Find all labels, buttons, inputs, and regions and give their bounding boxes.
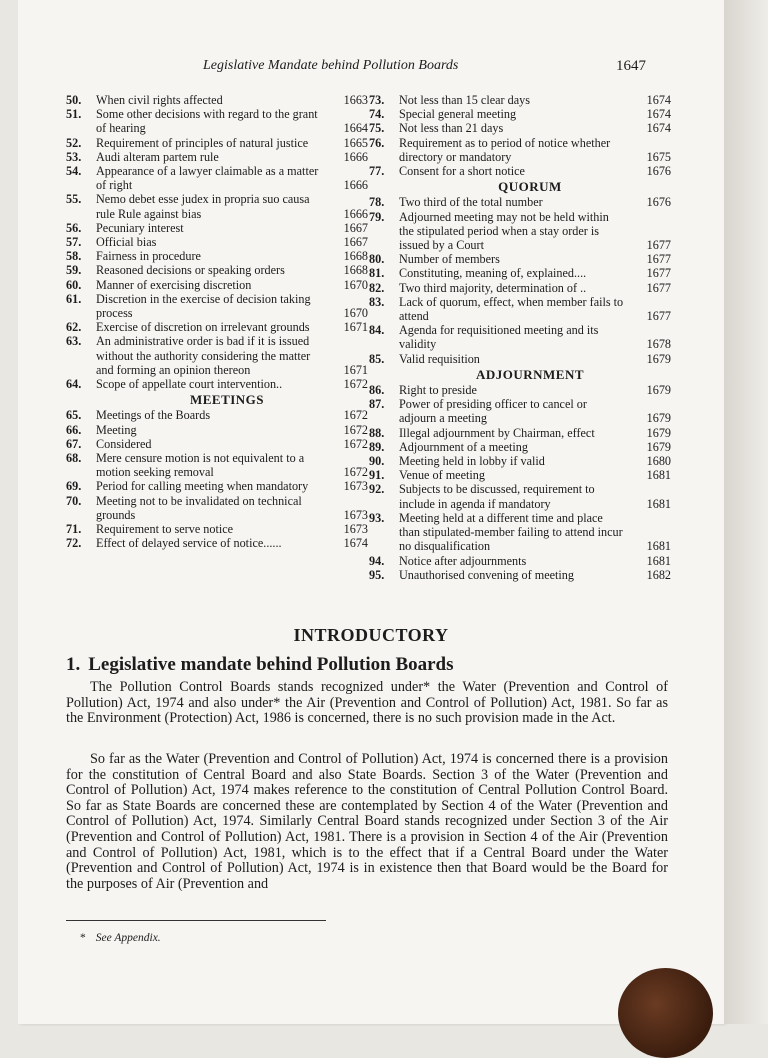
toc-entry-page: 1671 bbox=[343, 362, 368, 377]
toc-entry-title: Exercise of discretion on irrelevant grounds bbox=[96, 320, 310, 335]
toc-section-heading: QUORUM bbox=[498, 179, 562, 195]
toc-entry bbox=[369, 195, 671, 209]
toc-entry bbox=[66, 192, 368, 220]
toc-entry-page: 1674 bbox=[646, 107, 671, 122]
toc-entry-page: 1681 bbox=[646, 539, 671, 554]
toc-entry bbox=[369, 468, 671, 482]
running-title: Legislative Mandate behind Pollution Boards bbox=[203, 58, 459, 73]
toc-entry-page: 1677 bbox=[646, 280, 671, 295]
toc-entry bbox=[369, 440, 671, 454]
toc-entry-title: Not less than 21 days bbox=[399, 121, 504, 136]
toc-entry bbox=[66, 320, 368, 334]
toc-entry-number: 52. bbox=[66, 135, 82, 150]
toc-entry-title: Mere censure motion is not equivalent to a motion seeking removal bbox=[96, 451, 305, 480]
toc-entry-number: 93. bbox=[369, 510, 385, 525]
toc-entry-number: 78. bbox=[369, 195, 385, 210]
toc-entry-title: Nemo debet esse judex in propria suo causa rule Rule against bias bbox=[96, 192, 310, 221]
toc-entry-page: 1668 bbox=[343, 249, 368, 264]
thumb-image bbox=[618, 968, 713, 1058]
toc-entry-number: 88. bbox=[369, 425, 385, 440]
toc-entry-number: 54. bbox=[66, 164, 82, 179]
toc-entry-page: 1679 bbox=[646, 425, 671, 440]
toc-entry-title: Agenda for requisitioned meeting and its validity bbox=[399, 323, 599, 352]
toc-entry-title: Meeting not to be invalidated on technical grounds bbox=[96, 493, 302, 522]
toc-entry-title: Special general meeting bbox=[399, 107, 517, 122]
toc-entry bbox=[369, 397, 671, 425]
toc-entry bbox=[66, 423, 368, 437]
toc-entry-page: 1667 bbox=[343, 235, 368, 250]
toc-entry-page: 1679 bbox=[646, 351, 671, 366]
toc-entry bbox=[66, 136, 368, 150]
toc-entry-number: 94. bbox=[369, 553, 385, 568]
toc-entry-page: 1677 bbox=[646, 309, 671, 324]
toc-entry-title: Valid requisition bbox=[399, 351, 480, 366]
toc-entry-title: Appearance of a lawyer claimable as a matter of right bbox=[96, 164, 319, 193]
toc-entry-title: Requirement of principles of natural justice bbox=[96, 135, 309, 150]
toc-entry-title: Requirement as to period of notice whether directory or mandatory bbox=[399, 135, 611, 164]
toc-entry-page: 1664 bbox=[343, 121, 368, 136]
toc-entry bbox=[369, 121, 671, 135]
toc-entry-title: Venue of meeting bbox=[399, 468, 485, 483]
toc-entry-number: 75. bbox=[369, 121, 385, 136]
toc-entry-page: 1672 bbox=[343, 465, 368, 480]
toc-entry bbox=[369, 281, 671, 295]
toc-entry-number: 55. bbox=[66, 192, 82, 207]
section-title: Legislative mandate behind Pollution Boards bbox=[88, 654, 454, 675]
toc-entry-page: 1666 bbox=[343, 149, 368, 164]
toc-entry-page: 1680 bbox=[646, 454, 671, 469]
toc-entry bbox=[66, 377, 368, 391]
toc-entry-number: 82. bbox=[369, 280, 385, 295]
toc-entry bbox=[369, 164, 671, 178]
toc-entry-page: 1674 bbox=[646, 121, 671, 136]
toc-entry bbox=[369, 266, 671, 280]
toc-entry bbox=[369, 93, 671, 107]
toc-entry-number: 58. bbox=[66, 249, 82, 264]
toc-entry bbox=[369, 323, 671, 351]
toc-entry-number: 64. bbox=[66, 377, 82, 392]
toc-entry-number: 66. bbox=[66, 422, 82, 437]
toc-entry-number: 74. bbox=[369, 107, 385, 122]
toc-column-right bbox=[369, 93, 671, 582]
toc-entry-title: Right to preside bbox=[399, 383, 477, 398]
toc-entry bbox=[66, 292, 368, 320]
toc-entry bbox=[66, 93, 368, 107]
toc-entry-number: 77. bbox=[369, 164, 385, 179]
toc-entry bbox=[66, 522, 368, 536]
toc-entry-title: Some other decisions with regard to the grant of hearing bbox=[96, 107, 318, 136]
toc-entry bbox=[66, 235, 368, 249]
toc-entry-title: Discretion in the exercise of decision taking process bbox=[96, 291, 311, 321]
toc-entry-page: 1673 bbox=[343, 507, 368, 522]
page-number: 1647 bbox=[616, 58, 646, 74]
footnote-mark: * bbox=[80, 932, 86, 944]
footnote bbox=[80, 932, 161, 944]
toc-entry-number: 53. bbox=[66, 149, 82, 164]
toc-entry-page: 1678 bbox=[646, 337, 671, 352]
toc-entry bbox=[369, 568, 671, 582]
toc-entry-page: 1671 bbox=[343, 320, 368, 335]
toc-entry bbox=[66, 451, 368, 479]
toc-entry-title: Pecuniary interest bbox=[96, 220, 184, 235]
toc-entry-page: 1665 bbox=[343, 135, 368, 150]
toc-entry-page: 1676 bbox=[646, 195, 671, 210]
toc-entry-page: 1663 bbox=[343, 93, 368, 107]
toc-entry-page: 1670 bbox=[343, 277, 368, 292]
toc-entry bbox=[369, 352, 671, 366]
toc-entry-number: 69. bbox=[66, 479, 82, 494]
toc-entry-page: 1672 bbox=[343, 408, 368, 423]
toc-entry-number: 70. bbox=[66, 493, 82, 508]
toc-entry-title: Effect of delayed service of notice...... bbox=[96, 536, 282, 551]
toc-entry-title: Subjects to be discussed, requirement to include in agenda if mandatory bbox=[399, 482, 595, 511]
toc-entry-page: 1672 bbox=[343, 436, 368, 451]
toc-entry-number: 72. bbox=[66, 536, 82, 551]
toc-entry-number: 81. bbox=[369, 266, 385, 281]
toc-entry-page: 1674 bbox=[646, 93, 671, 107]
toc-entry-page: 1670 bbox=[343, 306, 368, 321]
toc-entry-title: Scope of appellate court intervention.. bbox=[96, 377, 283, 392]
toc-entry bbox=[369, 482, 671, 510]
toc-entry bbox=[369, 554, 671, 568]
toc-entry bbox=[66, 334, 368, 377]
toc-entry-page: 1679 bbox=[646, 411, 671, 426]
toc-entry-number: 65. bbox=[66, 408, 82, 423]
toc-entry-number: 71. bbox=[66, 522, 82, 537]
page-header bbox=[18, 58, 724, 80]
toc-entry bbox=[66, 278, 368, 292]
toc-entry-number: 80. bbox=[369, 252, 385, 267]
toc-entry bbox=[369, 252, 671, 266]
toc-entry-page: 1679 bbox=[646, 383, 671, 398]
toc-entry-number: 90. bbox=[369, 454, 385, 469]
toc-entry-page: 1682 bbox=[646, 567, 671, 582]
toc-section-heading: MEETINGS bbox=[189, 392, 265, 408]
toc-entry-title: Notice after adjournments bbox=[399, 553, 527, 568]
toc-entry-number: 89. bbox=[369, 439, 385, 454]
toc-entry-page: 1674 bbox=[343, 536, 368, 551]
toc-entry-number: 59. bbox=[66, 263, 82, 278]
toc-entry-page: 1666 bbox=[343, 178, 368, 193]
footnote-rule bbox=[66, 920, 326, 921]
toc-column-left bbox=[66, 93, 368, 551]
toc-entry-page: 1673 bbox=[343, 479, 368, 494]
toc-entry-number: 63. bbox=[66, 334, 82, 349]
toc-entry-title: Consent for a short notice bbox=[399, 164, 525, 179]
toc-entry-page: 1677 bbox=[646, 238, 671, 253]
toc-entry bbox=[369, 383, 671, 397]
toc-entry-number: 92. bbox=[369, 482, 385, 497]
toc-entry bbox=[66, 494, 368, 522]
toc-entry-title: Meeting held at a different time and place than stipulated-member failing to attend incur no disqualification bbox=[399, 510, 623, 554]
toc-entry bbox=[369, 295, 671, 323]
toc-entry-title: Period for calling meeting when mandatory bbox=[96, 479, 309, 494]
toc-entry bbox=[66, 150, 368, 164]
toc-entry-title: Illegal adjournment by Chairman, effect bbox=[399, 425, 595, 440]
toc-entry-number: 51. bbox=[66, 107, 82, 122]
toc-entry-title: Adjournment of a meeting bbox=[399, 439, 528, 454]
toc-section-heading: ADJOURNMENT bbox=[475, 366, 585, 382]
toc-entry-page: 1668 bbox=[343, 263, 368, 278]
toc-entry-page: 1672 bbox=[343, 422, 368, 437]
toc-entry-title: Meeting held in lobby if valid bbox=[399, 454, 545, 469]
toc-entry bbox=[66, 536, 368, 550]
toc-entry-title: Meetings of the Boards bbox=[96, 408, 211, 423]
toc-entry-page: 1672 bbox=[343, 377, 368, 392]
toc-entry-number: 57. bbox=[66, 235, 82, 250]
toc-entry bbox=[66, 408, 368, 422]
toc-entry-page: 1667 bbox=[343, 220, 368, 235]
toc-entry bbox=[66, 164, 368, 192]
toc-entry bbox=[66, 437, 368, 451]
toc-entry-title: Meeting bbox=[96, 422, 137, 437]
toc-entry-number: 61. bbox=[66, 291, 82, 306]
toc-entry-number: 86. bbox=[369, 383, 385, 398]
toc-entry-number: 95. bbox=[369, 567, 385, 582]
toc-entry bbox=[369, 136, 671, 164]
page-edge bbox=[724, 0, 768, 1024]
toc-entry-page: 1681 bbox=[646, 496, 671, 511]
toc-entry-title: Unauthorised convening of meeting bbox=[399, 567, 574, 582]
section-heading bbox=[66, 654, 454, 676]
toc-entry bbox=[66, 107, 368, 135]
toc-entry-page: 1681 bbox=[646, 468, 671, 483]
toc-entry-title: Two third of the total number bbox=[399, 195, 543, 210]
toc-entry-number: 67. bbox=[66, 436, 82, 451]
toc-entry-title: Considered bbox=[96, 436, 152, 451]
toc-entry-number: 87. bbox=[369, 397, 385, 412]
toc-entry-number: 60. bbox=[66, 277, 82, 292]
toc-entry-page: 1677 bbox=[646, 266, 671, 281]
toc-entry-number: 76. bbox=[369, 135, 385, 150]
toc-entry-number: 83. bbox=[369, 294, 385, 309]
toc-entry-page: 1676 bbox=[646, 164, 671, 179]
toc-entry-page: 1677 bbox=[646, 252, 671, 267]
toc-entry-title: Fairness in procedure bbox=[96, 249, 201, 264]
toc-entry bbox=[369, 426, 671, 440]
toc-entry-title: Adjourned meeting may not be held within the stipulated period when a stay order is issued by a Court bbox=[399, 209, 609, 253]
toc-entry-title: Lack of quorum, effect, when member fails to attend bbox=[399, 294, 624, 324]
toc-entry-number: 79. bbox=[369, 209, 385, 224]
book-page bbox=[18, 0, 724, 1024]
toc-entry-title: Number of members bbox=[399, 252, 500, 267]
toc-entry-title: When civil rights affected bbox=[96, 93, 223, 107]
toc-entry-title: Manner of exercising discretion bbox=[96, 277, 252, 292]
toc-entry bbox=[66, 263, 368, 277]
paragraph-2: So far as the Water (Prevention and Control of Pollution) Act, 1974 is concerned there is a provision for the constitution of Central Board and also State Boards. Section 3 of the Water (Prevention and Control of Pollution) Act, 1974 makes reference to the constitution of Central Pollution Control Board. So far as State Boards are concerned these are contemplated by Section 4 of the Water (Prevention and Control of Pollution) Act, 1974. Similarly Central Board stands recognized under Section 3 of the Air (Prevention and Control of Pollution) Act, 1981. There is a provision in Section 4 of the Air (Prevention and Control of Pollution) Act, 1981, which is to the effect that if a Central Board under the Water (Prevention and Control of Pollution) Act, 1974 is in existence then that Board would be the Board for the purposes of Air (Prevention and bbox=[66, 751, 668, 892]
toc-entry-number: 68. bbox=[66, 451, 82, 466]
toc-entry bbox=[369, 454, 671, 468]
paragraph-1: The Pollution Control Boards stands recognized under* the Water (Prevention and Control of Pollution) Act, 1974 and also under* the Air (Prevention and Control of Pollution) Act, 1981. So far as the Environment (Protection) Act, 1986 is concerned, there is no such provision made in the Act. bbox=[66, 679, 668, 727]
footnote-text: See Appendix. bbox=[95, 932, 161, 944]
toc-entry-number: 62. bbox=[66, 320, 82, 335]
toc-entry-page: 1673 bbox=[343, 522, 368, 537]
toc-entry-page: 1675 bbox=[646, 149, 671, 164]
toc-entry-number: 56. bbox=[66, 220, 82, 235]
toc-entry bbox=[369, 511, 671, 554]
toc-entry-title: Constituting, meaning of, explained.... bbox=[399, 266, 587, 281]
toc-entry-title: Audi alteram partem rule bbox=[96, 149, 219, 164]
introductory-heading: INTRODUCTORY bbox=[293, 625, 449, 645]
toc-entry bbox=[369, 107, 671, 121]
toc-entry bbox=[66, 479, 368, 493]
toc-entry-page: 1681 bbox=[646, 553, 671, 568]
toc-entry-title: Two third majority, determination of .. bbox=[399, 280, 587, 295]
toc-entry-title: Power of presiding officer to cancel or adjourn a meeting bbox=[399, 397, 587, 426]
toc-entry-number: 50. bbox=[66, 93, 82, 107]
toc-entry-title: Reasoned decisions or speaking orders bbox=[96, 263, 285, 278]
toc-entry-title: Not less than 15 clear days bbox=[399, 93, 530, 107]
toc-entry-number: 84. bbox=[369, 323, 385, 338]
toc-entry-title: An administrative order is bad if it is issued without the authority considering the matter and forming an opinion thereon bbox=[96, 334, 311, 377]
toc-entry-title: Official bias bbox=[96, 235, 157, 250]
toc-entry-number: 85. bbox=[369, 351, 385, 366]
toc-entry-number: 91. bbox=[369, 468, 385, 483]
toc-entry bbox=[66, 249, 368, 263]
toc-entry-page: 1666 bbox=[343, 206, 368, 221]
toc-entry-title: Requirement to serve notice bbox=[96, 522, 234, 537]
toc-entry-number: 73. bbox=[369, 93, 385, 107]
toc-entry bbox=[66, 221, 368, 235]
section-number: 1. bbox=[66, 654, 81, 675]
toc-entry-page: 1679 bbox=[646, 439, 671, 454]
toc-entry bbox=[369, 210, 671, 253]
